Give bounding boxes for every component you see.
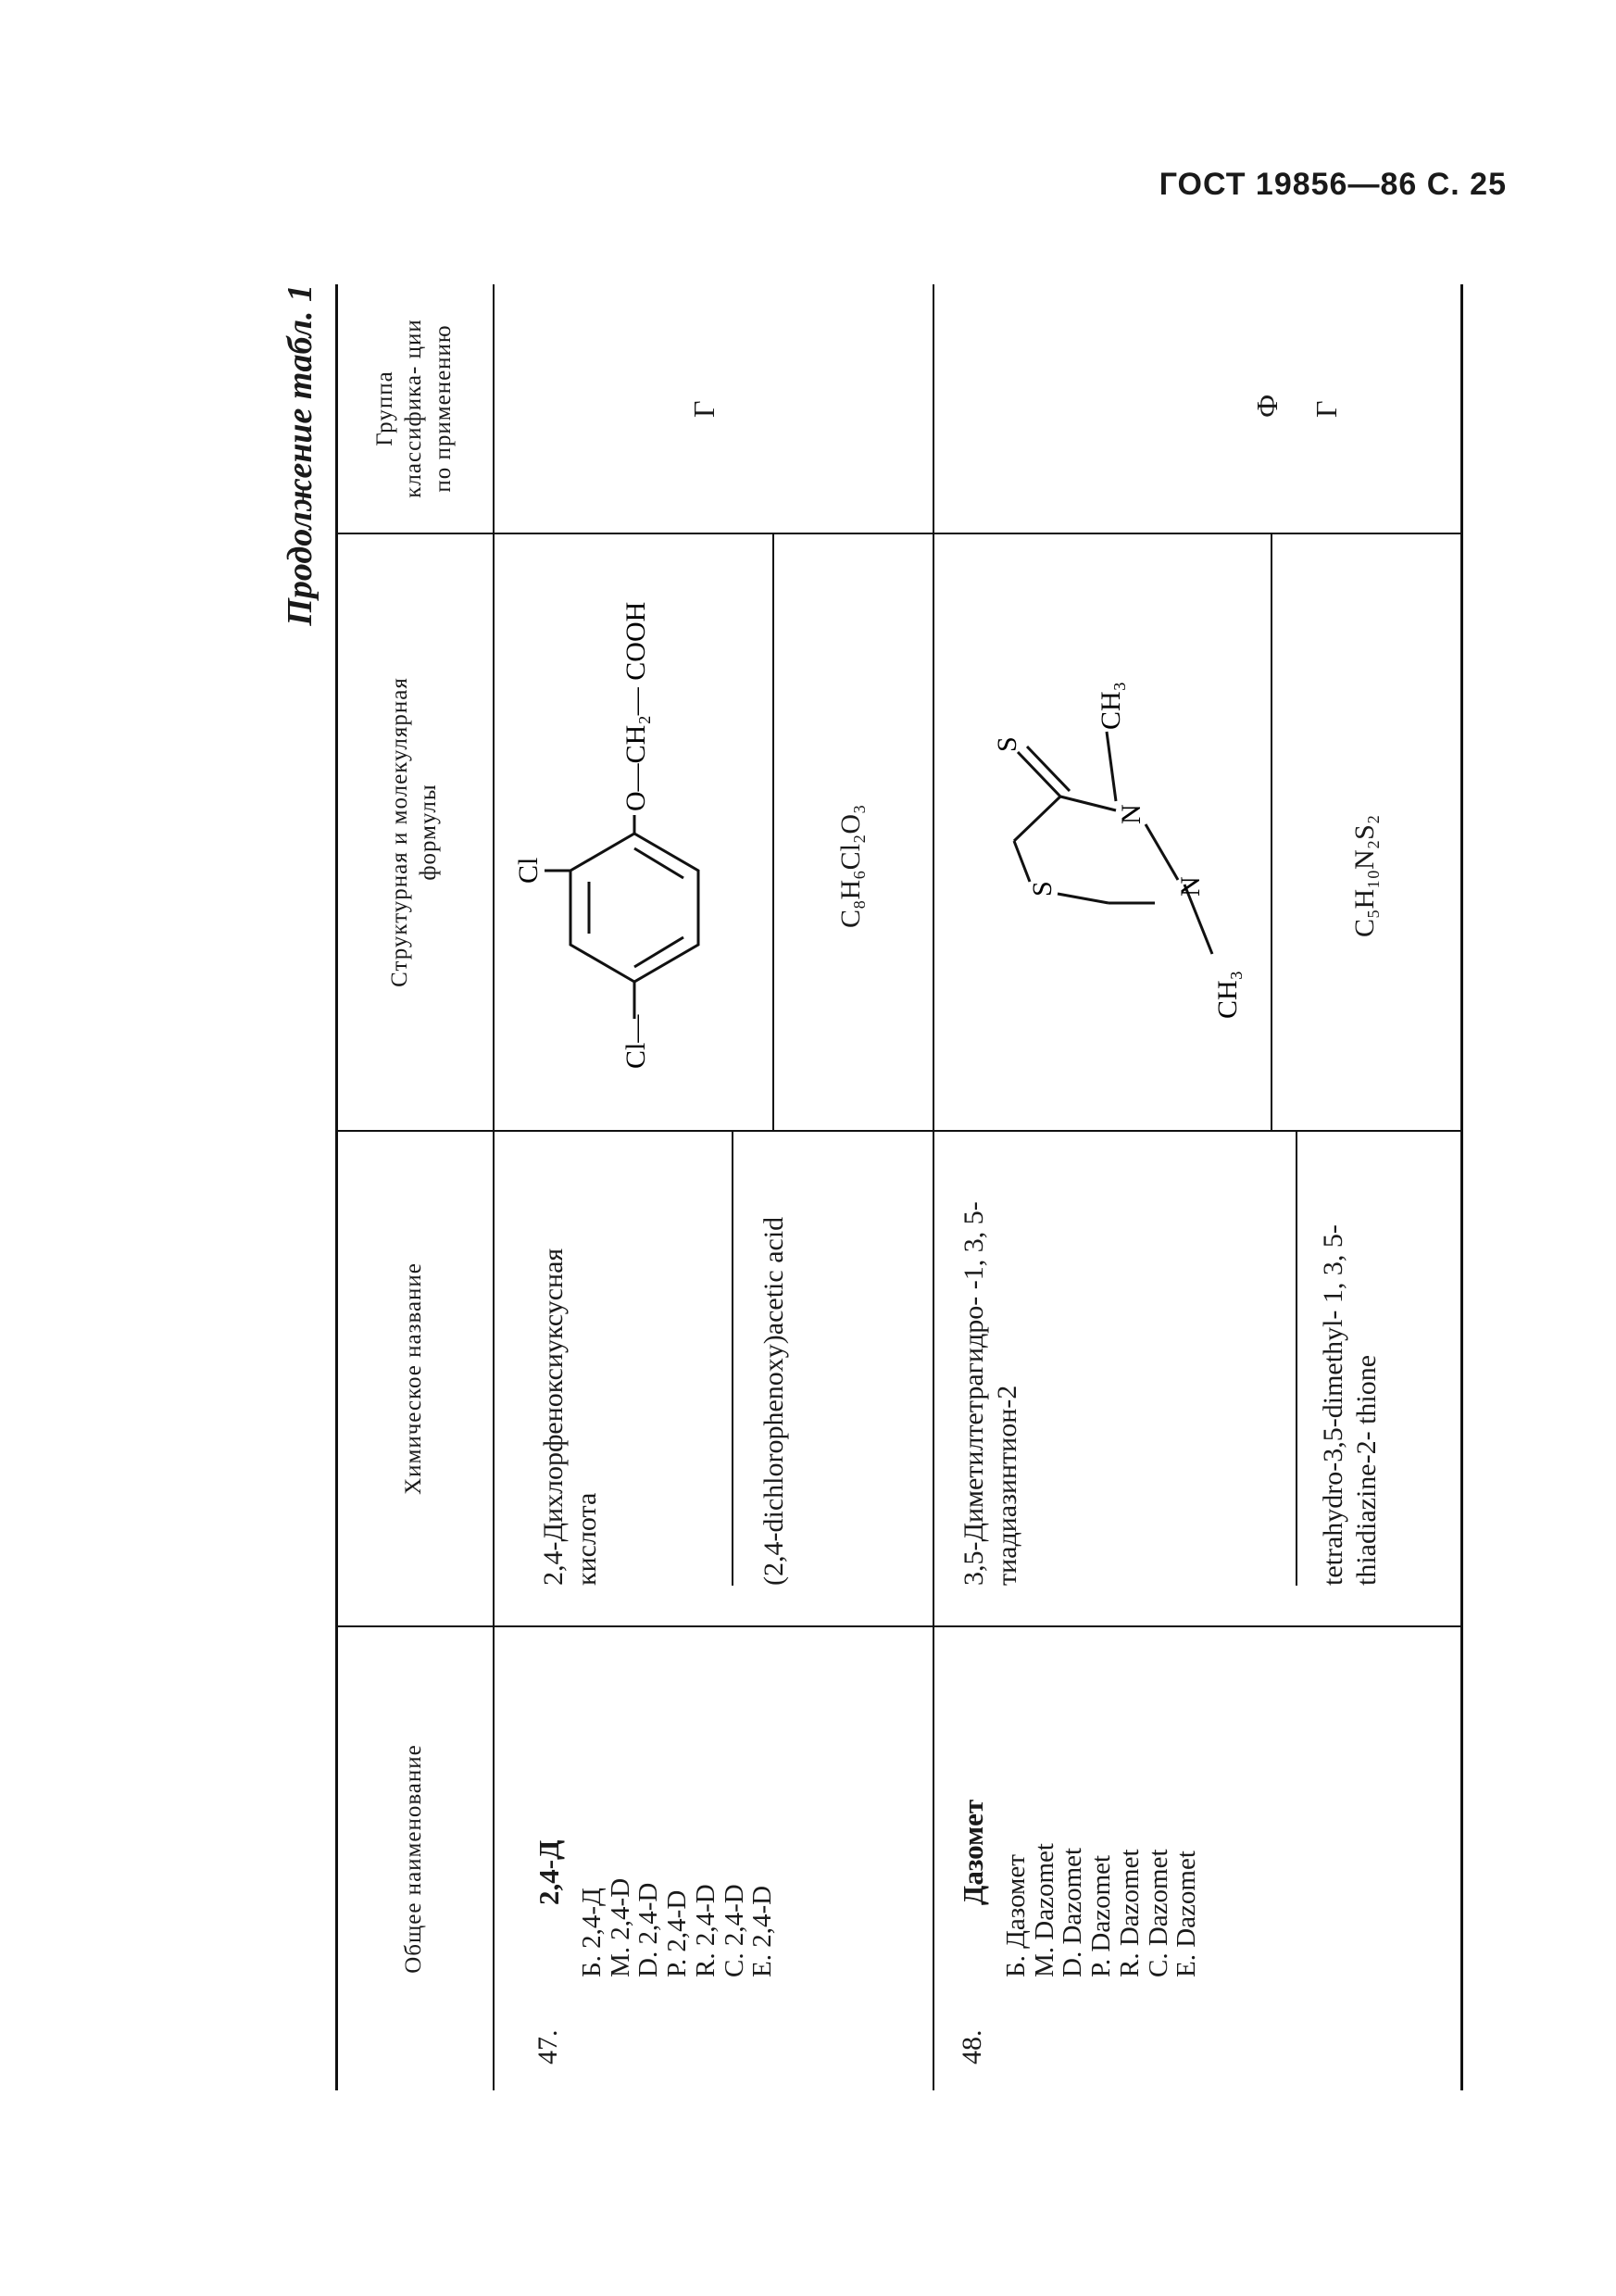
row47-synonyms <box>578 1878 777 1977</box>
row47-synonym-c: C. 2,4-D <box>719 1884 749 1977</box>
row48-formula-divider <box>1271 534 1272 1130</box>
row47-number: 47. <box>532 2029 563 2064</box>
row47-label-cl-top: Cl <box>513 857 544 884</box>
row48-chemname-divider <box>1296 1132 1297 1586</box>
row47-label-chain: O—CH₂— COOH <box>620 601 651 811</box>
row47-group: Г <box>687 400 720 418</box>
row47-common-name: 2,4-Д <box>532 1839 565 1905</box>
row48-synonym-d: D. Dazomet <box>1058 1847 1088 1977</box>
row48-synonym-b: Б. Дазомет <box>1001 1854 1031 1977</box>
row48-common-name: Дазомет <box>957 1799 989 1905</box>
row48-group-1: Ф <box>1250 394 1284 418</box>
row47-chemical-name-en: (2,4-dichlorophenoxy)acetic acid <box>758 1216 789 1586</box>
row48-label-s-ring: S <box>1027 881 1058 897</box>
row48-synonyms <box>1002 1843 1201 1977</box>
row47-synonym-e: E. 2,4-D <box>747 1885 778 1977</box>
row48-synonym-m: М. Dazomet <box>1029 1843 1059 1977</box>
page-header: ГОСТ 19856—86 С. 25 <box>1159 167 1507 202</box>
row47-chemical-name-ru: 2,4-Дихлорфеноксиуксусная кислота <box>538 1248 602 1586</box>
row48-bond-n-right-ch3 <box>1107 732 1116 801</box>
row48-label-s-exo: S <box>992 736 1022 752</box>
classification-table <box>335 284 1463 2090</box>
table-title: Продолжение табл. 1 <box>281 284 319 626</box>
row48-group-2: Г <box>1309 400 1343 418</box>
row48-synonym-r: R. Dazomet <box>1114 1849 1145 1977</box>
row47-synonym-m: М. 2,4-D <box>605 1877 635 1977</box>
row48-synonym-c: C. Dazomet <box>1143 1849 1173 1977</box>
row47-synonym-r: R. 2,4-D <box>690 1884 720 1977</box>
header-bottom-rule <box>493 284 495 2090</box>
header-structural-formula: Структурная и молекулярная формулы <box>386 677 441 987</box>
row48-label-ch3-left: CH₃ <box>1212 970 1243 1019</box>
row48-number: 48. <box>957 2029 987 2064</box>
row47-benzene-ring <box>570 834 698 982</box>
row47-chemname-divider <box>732 1132 733 1586</box>
row47-structure-diagram <box>500 534 769 1130</box>
row48-structure-diagram <box>942 534 1266 1130</box>
rotated-table-container <box>269 284 1463 2090</box>
row48-label-n-left: N <box>1175 876 1206 897</box>
col-separator-2 <box>335 1130 1463 1132</box>
row48-synonym-e: E. Dazomet <box>1171 1851 1202 1977</box>
row48-label-ch3-right: CH₃ <box>1096 681 1126 730</box>
row48-chemical-name-ru: 3,5-Диметилтетрагидро- -1, 3, 5-тиадиазинтион-2 <box>958 1201 1022 1586</box>
row47-synonym-d: D. 2,4-D <box>633 1882 664 1977</box>
header-common-name: Общее наименование <box>401 1744 427 1974</box>
row48-synonym-p: P. Dazomet <box>1086 1854 1117 1977</box>
row47-formula-divider <box>772 534 774 1130</box>
row-separator-rule <box>933 284 934 2090</box>
row47-molecular-formula: C₈H₆Cl₂O₃ <box>835 804 866 928</box>
col-separator-1 <box>335 1625 1463 1627</box>
header-group: Группа классифика- ции по применению <box>372 319 456 498</box>
row48-label-n-right: N <box>1116 804 1146 824</box>
header-chemical-name: Химическое название <box>401 1262 427 1495</box>
row47-synonym-p: P. 2,4-D <box>662 1889 693 1977</box>
table-bottom-rule <box>1460 284 1463 2090</box>
row48-chemical-name-en: tetrahydro-3,5-dimethyl- 1, 3, 5-thiadiazine-2- thione <box>1318 1224 1382 1586</box>
row47-label-cl-left: Cl— <box>620 1014 651 1069</box>
row47-synonym-b: Б. 2,4-Д <box>577 1888 607 1977</box>
row48-molecular-formula: C₅H₁₀N₂S₂ <box>1349 814 1380 937</box>
